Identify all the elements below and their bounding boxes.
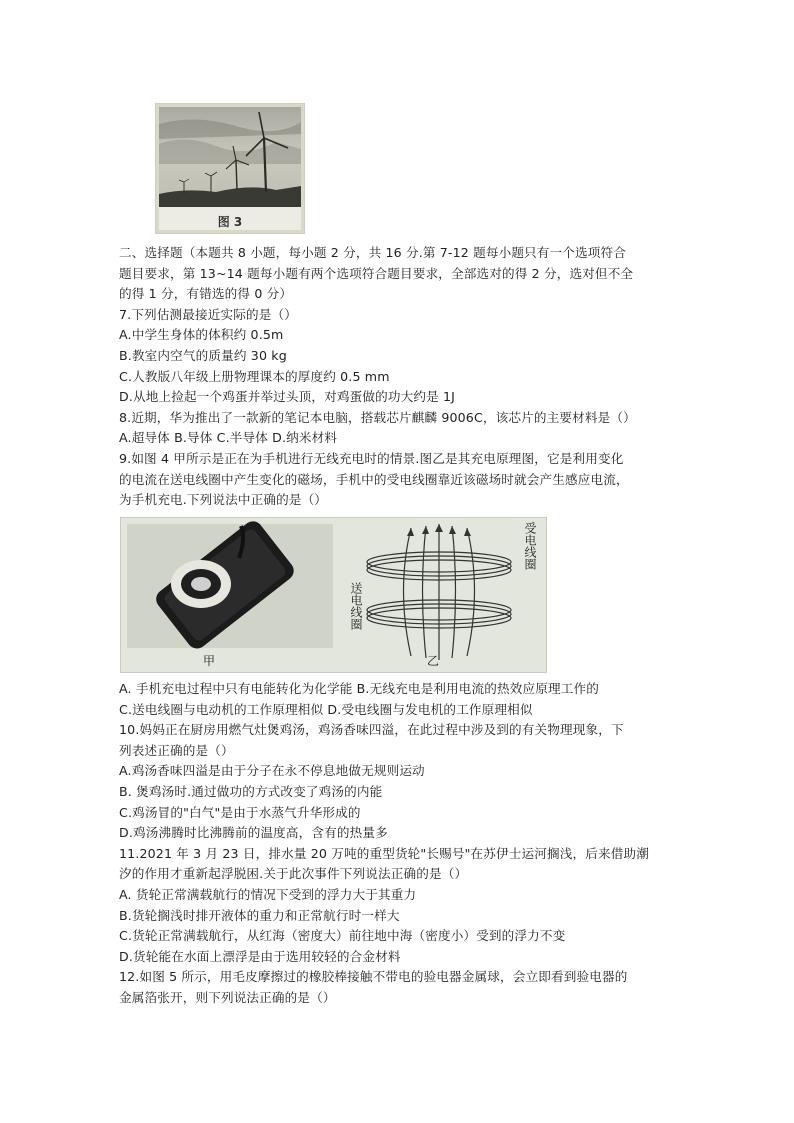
question-11-line-2: 汐的作用才重新起浮脱困.关于此次事件下列说法正确的是（）	[119, 866, 468, 882]
question-7-stem: 7.下列估测最接近实际的是（）	[119, 306, 297, 322]
question-12-line-1: 12.如图 5 所示，用毛皮摩擦过的橡胶棒接触不带电的验电器金属球，会立即看到验电器的	[119, 969, 628, 985]
questions-block-2	[119, 679, 679, 1009]
question-11-option-b: B.货轮搁浅时排开液体的重力和正常航行时一样大	[119, 907, 400, 923]
figure-3-wind-turbines-image	[155, 103, 305, 234]
send-coil-label: 送电线圈	[349, 582, 363, 630]
question-12-line-2: 金属箔张开，则下列说法正确的是（）	[119, 989, 336, 1005]
figure-3-caption: 图 3	[217, 215, 243, 229]
question-10-option-b: B. 煲鸡汤时.通过做功的方式改变了鸡汤的内能	[119, 783, 383, 799]
question-9-line-1: 9.如图 4 甲所示是正在为手机进行无线充电时的情景.图乙是其充电原理图，它是利用变化	[119, 450, 624, 466]
question-8-options: A.超导体 B.导体 C.半导体 D.纳米材料	[119, 430, 338, 446]
question-11-option-d: D.货轮能在水面上漂浮是由于选用较轻的合金材料	[119, 948, 401, 964]
section-header-line-2: 题目要求，第 13~14 题每小题有两个选项符合题目要求，全部选对的得 2 分，选对但不全	[119, 265, 634, 281]
question-11-line-1: 11.2021 年 3 月 23 日，排水量 20 万吨的重型货轮"长赐号"在苏伊士运河搁浅，后来借助潮	[119, 845, 649, 861]
figure-4-wireless-charging	[120, 517, 547, 673]
question-8-stem: 8.近期，华为推出了一款新的笔记本电脑，搭载芯片麒麟 9006C，该芯片的主要材料是（）	[119, 409, 636, 425]
question-7-option-c: C.人教版八年级上册物理课本的厚度约 0.5 mm	[119, 368, 390, 384]
section-header-line-1: 二、选择题（本题共 8 小题，每小题 2 分，共 16 分.第 7-12 题每小题只有一个选项符合	[119, 245, 627, 260]
question-10-line-1: 10.妈妈正在厨房用燃气灶煲鸡汤，鸡汤香味四溢，在此过程中涉及到的有关物理现象，下	[119, 722, 624, 738]
receive-coil-label: 受电线圈	[523, 522, 537, 570]
question-9-options-cd: C.送电线圈与电动机的工作原理相似 D.受电线圈与发电机的工作原理相似	[119, 701, 533, 717]
figure-4-right-label: 乙	[427, 654, 440, 668]
question-7-option-d: D.从地上捡起一个鸡蛋并举过头顶，对鸡蛋做的功大约是 1J	[119, 389, 456, 405]
question-11-option-c: C.货轮正常满载航行，从红海（密度大）前往地中海（密度小）受到的浮力不变	[119, 928, 566, 944]
question-9-line-3: 为手机充电.下列说法中正确的是（）	[119, 492, 328, 508]
question-10-line-2: 列表述正确的是（）	[119, 742, 234, 758]
section-header-line-3: 的得 1 分，有错选的得 0 分）	[119, 286, 293, 302]
question-11-option-a: A. 货轮正常满载航行的情况下受到的浮力大于其重力	[119, 886, 417, 902]
question-9-options-ab: A. 手机充电过程中只有电能转化为化学能 B.无线充电是利用电流的热效应原理工作的	[119, 681, 599, 696]
question-10-option-a: A.鸡汤香味四溢是由于分子在永不停息地做无规则运动	[119, 763, 425, 779]
question-10-option-c: C.鸡汤冒的"白气"是由于水蒸气升华形成的	[119, 804, 361, 820]
question-10-option-d: D.鸡汤沸腾时比沸腾前的温度高，含有的热量多	[119, 825, 388, 841]
question-7-option-a: A.中学生身体的体积约 0.5m	[119, 327, 284, 343]
question-7-option-b: B.教室内空气的质量约 30 kg	[119, 347, 287, 363]
wireless-charging-diagram	[121, 518, 546, 672]
figure-4-left-label: 甲	[203, 654, 216, 668]
question-9-line-2: 的电流在送电线圈中产生变化的磁场，手机中的受电线圈靠近该磁场时就会产生感应电流，	[119, 471, 629, 487]
questions-block-1	[119, 243, 679, 511]
